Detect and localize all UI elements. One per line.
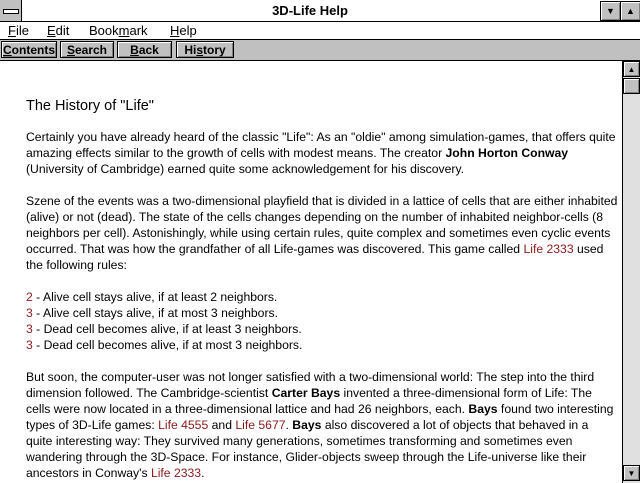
rule-number: 3 xyxy=(26,322,33,336)
paragraph-intro xyxy=(26,129,618,177)
link-life-4555[interactable]: Life 4555 xyxy=(158,418,209,432)
maximize-button[interactable] xyxy=(620,1,640,21)
system-menu-button[interactable] xyxy=(0,0,22,21)
menu-file-label: ile xyxy=(15,23,29,38)
minimize-button[interactable] xyxy=(600,1,621,21)
text: . xyxy=(201,466,205,480)
maximize-icon: ▲ xyxy=(626,6,635,16)
scroll-down-button[interactable] xyxy=(623,465,640,481)
person-name: Carter Bays xyxy=(271,386,341,400)
text: But soon, the computer-user was not longer satisfied with a two-dimensional world: The step into the third dimension followed. The Cambridge-scientist xyxy=(26,370,595,400)
paragraph-2d-playfield xyxy=(26,193,618,273)
menu-file[interactable] xyxy=(8,22,29,39)
history-label: tory xyxy=(203,43,226,57)
rule-text: - Dead cell becomes alive, if at most 3 neighbors. xyxy=(32,338,303,352)
rule-number: 3 xyxy=(26,306,33,320)
intro-text-end: (University of Cambridge) earned quite some acknowledgement for his discovery. xyxy=(26,162,465,176)
person-name: Bays xyxy=(292,418,322,432)
rule-number: 2 xyxy=(26,290,33,304)
back-mnemonic: B xyxy=(130,43,139,57)
search-label: earch xyxy=(74,43,108,57)
rule-text: - Alive cell stays alive, if at most 3 neighbors. xyxy=(32,306,278,320)
button-bar xyxy=(0,40,640,61)
minimize-icon: ▼ xyxy=(606,6,615,16)
rule-number: 3 xyxy=(26,338,33,352)
history-mnemonic: s xyxy=(196,43,203,57)
menu-edit[interactable] xyxy=(47,22,69,39)
link-life-5677[interactable]: Life 5677 xyxy=(235,418,286,432)
menu-bar xyxy=(0,22,640,40)
link-life-2333[interactable]: Life 2333 xyxy=(523,242,574,256)
text: and xyxy=(208,418,236,432)
text: found two interesting types of 3D-Life games: xyxy=(26,402,614,432)
text: also discovered a lot of objects that behaved in a quite interesting way: They survived many generations, sometimes transforming and sometimes even wandering through the 3D-Space. For instance, Glider-objects sweep through the Life-universe like their ancestors in Conway's xyxy=(26,418,589,480)
help-document xyxy=(26,97,618,483)
menu-bookmark-label-pre: Book xyxy=(89,23,119,38)
rule-item xyxy=(26,305,618,321)
intro-text: Certainly you have already heard of the classic "Life": As an "oldie" among simulation-games, that offers quite amazing effects similar to the growth of cells with modest means. The creator xyxy=(26,130,616,160)
help-content-pane[interactable] xyxy=(0,61,622,483)
playfield-text-end: used the following rules: xyxy=(26,242,604,272)
menu-bookmark[interactable] xyxy=(89,22,148,39)
search-button[interactable] xyxy=(60,41,114,58)
history-button[interactable] xyxy=(176,41,234,58)
page-title: The History of "Life" xyxy=(26,98,154,114)
person-name: John Horton Conway xyxy=(445,146,569,160)
menu-bookmark-label: ark xyxy=(129,23,148,38)
vertical-scrollbar[interactable] xyxy=(622,61,640,483)
rule-text: - Alive cell stays alive, if at least 2 neighbors. xyxy=(32,290,278,304)
arrow-up-icon: ▲ xyxy=(627,65,636,74)
menu-edit-label: dit xyxy=(55,23,70,38)
arrow-down-icon: ▼ xyxy=(627,469,636,478)
rule-item xyxy=(26,321,618,337)
back-button[interactable] xyxy=(117,41,172,58)
menu-file-mnemonic: F xyxy=(8,23,16,38)
menu-bookmark-mnemonic: m xyxy=(118,23,130,38)
contents-label: ontents xyxy=(11,43,55,57)
person-name: Bays xyxy=(468,402,498,416)
text: . xyxy=(285,418,293,432)
menu-help[interactable] xyxy=(170,22,197,39)
menu-help-label: elp xyxy=(179,23,197,38)
rule-item xyxy=(26,289,618,305)
back-label: ack xyxy=(138,43,159,57)
rule-item xyxy=(26,337,618,353)
menu-edit-mnemonic: E xyxy=(47,23,56,38)
paragraph-3d xyxy=(26,369,618,481)
scroll-thumb[interactable] xyxy=(623,78,640,94)
rules-list xyxy=(26,289,618,353)
scroll-up-button[interactable] xyxy=(623,61,640,77)
text: invented a three-dimensional form of Life: The cells were now located in a three-dimensional lattice and had 26 neighbors, each. xyxy=(26,386,592,416)
rule-text: - Dead cell becomes alive, if at least 3 neighbors. xyxy=(32,322,302,336)
title-bar xyxy=(0,0,640,22)
history-label-pre: Hi xyxy=(184,43,197,57)
menu-help-mnemonic: H xyxy=(170,23,180,38)
link-life-2333[interactable]: Life 2333 xyxy=(150,466,202,480)
window-title: 3D-Life Help xyxy=(272,3,348,18)
contents-mnemonic: C xyxy=(2,43,12,57)
playfield-text: Szene of the events was a two-dimensional playfield that is divided in a lattice of cells that are either inhabited (alive) or not (dead). The state of the cells changes depending on the number of inhabited neighbor-cells (8 neighbors per cell). Astonishingly, while using certain rules, quite complex and sometimes even cyclic events occurred. That was how the grandfather of all Life-games was discovered. This game called xyxy=(26,194,618,256)
search-mnemonic: S xyxy=(66,43,75,57)
system-menu-icon xyxy=(3,9,19,14)
contents-button[interactable] xyxy=(1,41,57,58)
